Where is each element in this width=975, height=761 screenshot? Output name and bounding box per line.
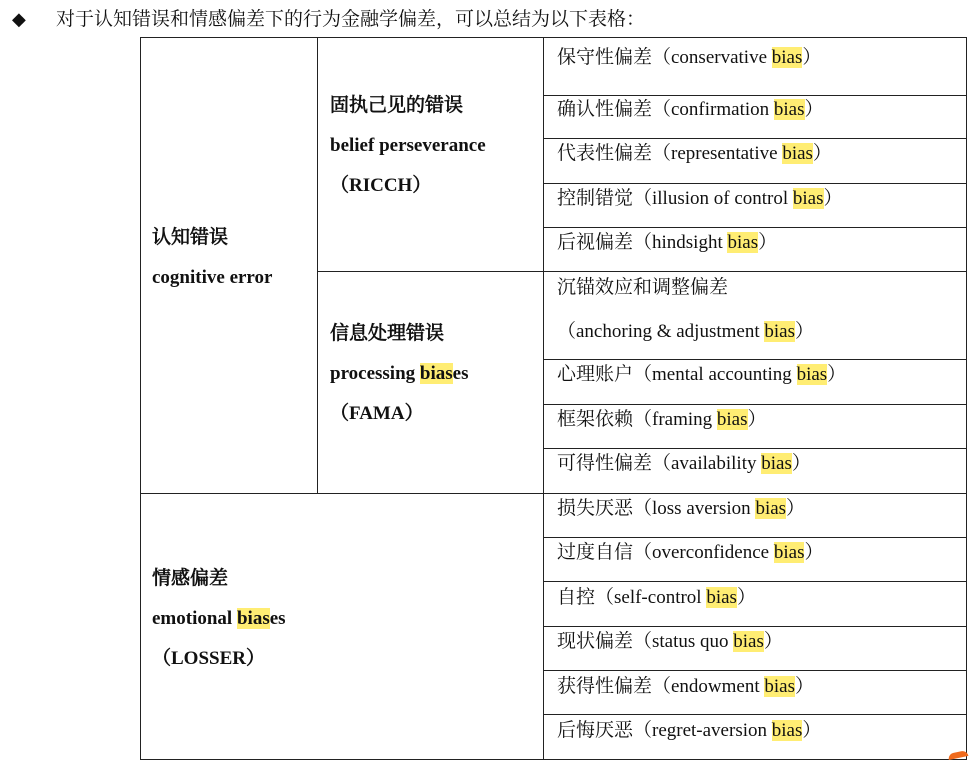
bias-item-status-quo xyxy=(557,629,783,655)
bias-suffix: ） xyxy=(804,542,824,563)
cognitive-heading xyxy=(152,218,272,298)
bias-suffix: ） xyxy=(736,587,756,608)
emotional-en xyxy=(152,599,286,639)
row-divider xyxy=(543,404,967,405)
bias-item-confirmation xyxy=(557,97,824,123)
processing-en-text: processing xyxy=(330,363,420,384)
row-divider xyxy=(543,537,967,538)
highlighted-term: bias xyxy=(773,542,805,563)
emotional-heading xyxy=(152,559,286,679)
bias-label: 自控（self-control xyxy=(557,587,707,608)
bias-label: 保守性偏差（conservative xyxy=(557,47,772,68)
highlighted-term: bias xyxy=(773,99,805,120)
bias-suffix: ） xyxy=(823,188,843,209)
cognitive-en: cognitive error xyxy=(152,267,273,288)
emotional-en-suffix: es xyxy=(269,608,286,629)
bias-suffix: ） xyxy=(795,676,815,697)
bias-item-hindsight xyxy=(557,230,777,256)
processing-heading xyxy=(330,314,469,434)
row-divider xyxy=(543,448,967,449)
bias-label: 心理账户（mental accounting xyxy=(557,364,797,385)
table-divider-col1 xyxy=(317,37,318,494)
bias-item-regret-aversion xyxy=(557,718,821,744)
table-border-bottom xyxy=(140,759,544,760)
group-divider-cognitive-emotional xyxy=(140,493,544,494)
highlighted-term: bias xyxy=(733,631,764,652)
bias-suffix: ） xyxy=(763,631,783,652)
bias-suffix: ） xyxy=(802,720,822,741)
bias-suffix: ） xyxy=(786,498,806,519)
row-divider xyxy=(543,714,967,715)
highlighted-term: bias xyxy=(792,188,824,209)
processing-zh: 信息处理错误 xyxy=(330,323,445,344)
processing-abbr: （FAMA） xyxy=(330,403,424,424)
table-border-bottom-right xyxy=(543,759,967,760)
row-divider xyxy=(543,271,967,272)
highlighted-term: bias xyxy=(771,47,803,68)
bias-label: 控制错觉（illusion of control xyxy=(557,188,793,209)
processing-en-suffix: es xyxy=(452,363,469,384)
emotional-abbr: （LOSSER） xyxy=(152,648,265,669)
row-divider xyxy=(543,138,967,139)
bias-label: 过度自信（overconfidence xyxy=(557,542,774,563)
highlighted-term: bias xyxy=(755,498,787,519)
bias-item-availability xyxy=(557,451,811,477)
bias-item-overconfidence xyxy=(557,540,823,566)
table-border-left xyxy=(140,37,141,760)
cognitive-zh: 认知错误 xyxy=(152,227,229,248)
bias-label: 获得性偏差（endowment xyxy=(557,676,765,697)
row-divider xyxy=(543,581,967,582)
belief-heading xyxy=(330,86,486,206)
highlighted-term: bias xyxy=(771,720,803,741)
intro-text: 对于认知错误和情感偏差下的行为金融学偏差，可以总结为以下表格： xyxy=(56,9,646,30)
belief-zh: 固执己见的错误 xyxy=(330,95,464,116)
highlighted-term: bias xyxy=(419,363,453,384)
bias-label: （anchoring & adjustment xyxy=(557,321,765,342)
bias-item-framing xyxy=(557,407,767,433)
row-divider xyxy=(543,359,967,360)
highlighted-term: bias xyxy=(706,587,737,608)
belief-en: belief perseverance xyxy=(330,135,486,156)
highlighted-term: bias xyxy=(761,453,792,474)
bias-item-loss-aversion xyxy=(557,496,805,522)
bias-suffix: ） xyxy=(802,47,822,68)
bias-suffix: ） xyxy=(804,99,824,120)
row-divider xyxy=(543,670,967,671)
bias-label: 可得性偏差（availability xyxy=(557,453,762,474)
highlighted-term: bias xyxy=(764,676,796,697)
diamond-bullet-icon: ◆ xyxy=(12,9,26,29)
emotional-en-text: emotional xyxy=(152,608,237,629)
bias-suffix: ） xyxy=(758,232,778,253)
bias-label-line1: 沉锚效应和调整偏差 xyxy=(557,277,729,298)
table-border-right xyxy=(966,37,967,760)
table-border-top xyxy=(140,37,967,38)
bias-suffix: ） xyxy=(812,143,832,164)
bias-label: 代表性偏差（representative xyxy=(557,143,783,164)
highlighted-term: bias xyxy=(727,232,759,253)
belief-abbr: （RICCH） xyxy=(330,175,432,196)
bias-suffix: ） xyxy=(791,453,811,474)
highlighted-term: bias xyxy=(764,321,795,342)
row-divider xyxy=(543,95,967,96)
bias-label: 现状偏差（status quo xyxy=(557,631,734,652)
bias-label: 损失厌恶（loss aversion xyxy=(557,498,756,519)
bias-item-anchoring xyxy=(557,275,814,345)
highlighted-term: bias xyxy=(782,143,813,164)
bias-item-conservative xyxy=(557,45,821,71)
bias-item-endowment xyxy=(557,674,814,700)
bias-suffix: ） xyxy=(795,321,815,342)
row-divider xyxy=(543,183,967,184)
highlighted-term: bias xyxy=(236,608,270,629)
emotional-zh: 情感偏差 xyxy=(152,568,229,589)
bias-item-mental-accounting xyxy=(557,362,846,388)
bias-item-self-control xyxy=(557,585,756,611)
bias-suffix: ） xyxy=(747,409,767,430)
row-divider xyxy=(543,626,967,627)
bias-suffix: ） xyxy=(827,364,847,385)
row-divider xyxy=(543,493,967,494)
bias-label-line2 xyxy=(557,319,814,345)
bias-item-representative xyxy=(557,141,832,167)
highlighted-term: bias xyxy=(716,409,748,430)
highlighted-term: bias xyxy=(796,364,828,385)
bias-label: 框架依赖（framing xyxy=(557,409,717,430)
bias-label: 后悔厌恶（regret-aversion xyxy=(557,720,772,741)
bias-label: 确认性偏差（confirmation xyxy=(557,99,774,120)
bias-label: 后视偏差（hindsight xyxy=(557,232,728,253)
group-divider-belief-processing xyxy=(317,271,544,272)
processing-en xyxy=(330,354,469,394)
bias-item-illusion-of-control xyxy=(557,186,843,212)
intro-line xyxy=(12,6,645,33)
table-divider-col2 xyxy=(543,37,544,760)
row-divider xyxy=(543,227,967,228)
